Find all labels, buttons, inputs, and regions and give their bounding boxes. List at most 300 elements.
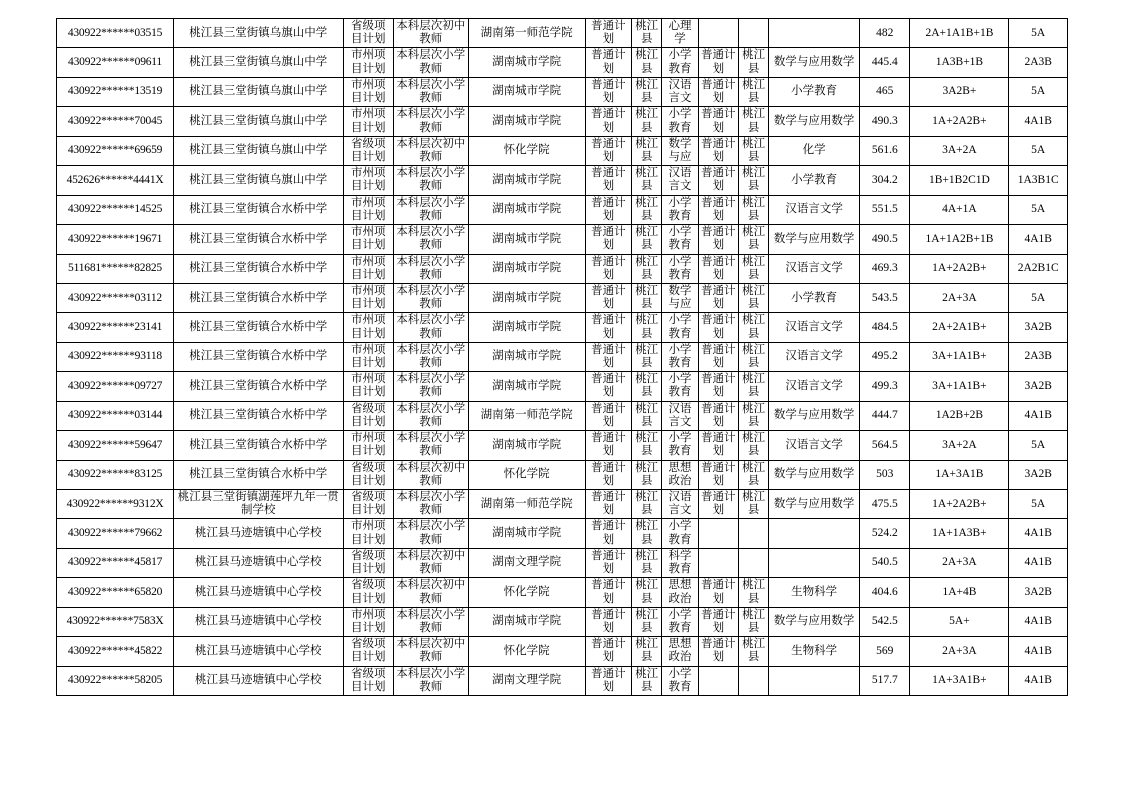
table-row bbox=[57, 107, 1068, 136]
cell-university: 湖南城市学院 bbox=[468, 166, 585, 195]
cell-school: 桃江县三堂街镇合水桥中学 bbox=[174, 460, 344, 489]
cell-score: 524.2 bbox=[860, 519, 910, 548]
cell-county-1: 桃江县 bbox=[632, 342, 662, 371]
cell-university: 湖南城市学院 bbox=[468, 342, 585, 371]
cell-major: 数学与应用数学 bbox=[769, 48, 860, 77]
cell-subject-1: 思想政治 bbox=[662, 460, 698, 489]
cell-level: 本科层次小学教师 bbox=[393, 107, 468, 136]
cell-university: 湖南文理学院 bbox=[468, 548, 585, 577]
cell-level: 本科层次小学教师 bbox=[393, 607, 468, 636]
cell-plan-cat-2 bbox=[698, 548, 738, 577]
cell-plan-cat-1: 普通计划 bbox=[585, 490, 631, 519]
cell-id: 430922******58205 bbox=[57, 666, 174, 695]
cell-score: 404.6 bbox=[860, 578, 910, 607]
cell-level: 本科层次小学教师 bbox=[393, 166, 468, 195]
cell-major: 汉语言文学 bbox=[769, 342, 860, 371]
cell-county-1: 桃江县 bbox=[632, 283, 662, 312]
table-row bbox=[57, 372, 1068, 401]
cell-subject-1: 小学教育 bbox=[662, 607, 698, 636]
cell-id: 430922******13519 bbox=[57, 77, 174, 106]
cell-plan-type: 省级项目计划 bbox=[343, 490, 393, 519]
cell-grade: 5A bbox=[1009, 19, 1068, 48]
cell-county-1: 桃江县 bbox=[632, 578, 662, 607]
cell-county-2 bbox=[738, 19, 768, 48]
cell-plan-type: 市州项目计划 bbox=[343, 283, 393, 312]
cell-county-1: 桃江县 bbox=[632, 107, 662, 136]
cell-plan-cat-2: 普通计划 bbox=[698, 48, 738, 77]
cell-county-1: 桃江县 bbox=[632, 254, 662, 283]
cell-major: 生物科学 bbox=[769, 637, 860, 666]
cell-grade: 5A bbox=[1009, 431, 1068, 460]
cell-score: 469.3 bbox=[860, 254, 910, 283]
cell-school: 桃江县三堂街镇合水桥中学 bbox=[174, 195, 344, 224]
cell-subject-1: 小学教育 bbox=[662, 431, 698, 460]
cell-county-1: 桃江县 bbox=[632, 372, 662, 401]
cell-codes: 2A+2A1B+ bbox=[910, 313, 1009, 342]
cell-major: 化学 bbox=[769, 136, 860, 165]
cell-score: 551.5 bbox=[860, 195, 910, 224]
cell-plan-type: 市州项目计划 bbox=[343, 313, 393, 342]
cell-id: 430922******03112 bbox=[57, 283, 174, 312]
cell-school: 桃江县三堂街镇合水桥中学 bbox=[174, 225, 344, 254]
cell-subject-1: 小学教育 bbox=[662, 48, 698, 77]
cell-school: 桃江县马迹塘镇中心学校 bbox=[174, 548, 344, 577]
cell-major: 数学与应用数学 bbox=[769, 607, 860, 636]
cell-id: 430922******70045 bbox=[57, 107, 174, 136]
cell-plan-cat-2: 普通计划 bbox=[698, 313, 738, 342]
cell-score: 540.5 bbox=[860, 548, 910, 577]
cell-plan-cat-1: 普通计划 bbox=[585, 136, 631, 165]
cell-id: 430922******45822 bbox=[57, 637, 174, 666]
cell-university: 湖南城市学院 bbox=[468, 607, 585, 636]
cell-county-2: 桃江县 bbox=[738, 313, 768, 342]
cell-county-1: 桃江县 bbox=[632, 136, 662, 165]
cell-level: 本科层次初中教师 bbox=[393, 637, 468, 666]
cell-subject-1: 小学教育 bbox=[662, 313, 698, 342]
cell-score: 517.7 bbox=[860, 666, 910, 695]
cell-major: 数学与应用数学 bbox=[769, 460, 860, 489]
cell-id: 430922******83125 bbox=[57, 460, 174, 489]
cell-grade: 5A bbox=[1009, 195, 1068, 224]
cell-level: 本科层次小学教师 bbox=[393, 342, 468, 371]
cell-plan-cat-2: 普通计划 bbox=[698, 225, 738, 254]
cell-plan-cat-2: 普通计划 bbox=[698, 637, 738, 666]
cell-county-1: 桃江县 bbox=[632, 225, 662, 254]
table-row bbox=[57, 283, 1068, 312]
cell-codes: 1A+2A2B+ bbox=[910, 107, 1009, 136]
cell-plan-cat-2: 普通计划 bbox=[698, 107, 738, 136]
cell-plan-cat-1: 普通计划 bbox=[585, 283, 631, 312]
table-row bbox=[57, 548, 1068, 577]
cell-plan-cat-2: 普通计划 bbox=[698, 195, 738, 224]
cell-score: 569 bbox=[860, 637, 910, 666]
cell-plan-type: 省级项目计划 bbox=[343, 578, 393, 607]
cell-subject-1: 小学教育 bbox=[662, 342, 698, 371]
cell-score: 561.6 bbox=[860, 136, 910, 165]
table-row bbox=[57, 578, 1068, 607]
cell-school: 桃江县三堂街镇合水桥中学 bbox=[174, 401, 344, 430]
cell-plan-cat-1: 普通计划 bbox=[585, 548, 631, 577]
cell-plan-cat-2: 普通计划 bbox=[698, 372, 738, 401]
cell-level: 本科层次小学教师 bbox=[393, 195, 468, 224]
cell-id: 430922******93118 bbox=[57, 342, 174, 371]
cell-id: 430922******14525 bbox=[57, 195, 174, 224]
cell-codes: 1A+3A1B+ bbox=[910, 666, 1009, 695]
cell-grade: 4A1B bbox=[1009, 666, 1068, 695]
cell-id: 430922******9312X bbox=[57, 490, 174, 519]
cell-grade: 4A1B bbox=[1009, 225, 1068, 254]
cell-grade: 3A2B bbox=[1009, 313, 1068, 342]
cell-level: 本科层次初中教师 bbox=[393, 460, 468, 489]
cell-grade: 5A bbox=[1009, 283, 1068, 312]
cell-score: 304.2 bbox=[860, 166, 910, 195]
cell-level: 本科层次小学教师 bbox=[393, 225, 468, 254]
cell-level: 本科层次小学教师 bbox=[393, 431, 468, 460]
cell-plan-type: 市州项目计划 bbox=[343, 77, 393, 106]
cell-grade: 2A3B bbox=[1009, 48, 1068, 77]
cell-codes: 1A2B+2B bbox=[910, 401, 1009, 430]
cell-codes: 1A+1A3B+ bbox=[910, 519, 1009, 548]
cell-level: 本科层次小学教师 bbox=[393, 283, 468, 312]
cell-plan-cat-1: 普通计划 bbox=[585, 607, 631, 636]
cell-subject-1: 小学教育 bbox=[662, 107, 698, 136]
cell-grade: 4A1B bbox=[1009, 637, 1068, 666]
cell-major: 数学与应用数学 bbox=[769, 107, 860, 136]
cell-plan-cat-2 bbox=[698, 519, 738, 548]
cell-id: 430922******79662 bbox=[57, 519, 174, 548]
cell-university: 湖南城市学院 bbox=[468, 48, 585, 77]
cell-county-1: 桃江县 bbox=[632, 166, 662, 195]
cell-subject-1: 思想政治 bbox=[662, 578, 698, 607]
cell-grade: 4A1B bbox=[1009, 519, 1068, 548]
cell-plan-type: 省级项目计划 bbox=[343, 666, 393, 695]
cell-grade: 4A1B bbox=[1009, 401, 1068, 430]
cell-major: 汉语言文学 bbox=[769, 431, 860, 460]
cell-score: 484.5 bbox=[860, 313, 910, 342]
cell-codes: 2A+1A1B+1B bbox=[910, 19, 1009, 48]
cell-county-1: 桃江县 bbox=[632, 666, 662, 695]
cell-level: 本科层次小学教师 bbox=[393, 313, 468, 342]
cell-plan-type: 省级项目计划 bbox=[343, 19, 393, 48]
cell-plan-cat-1: 普通计划 bbox=[585, 460, 631, 489]
cell-school: 桃江县三堂街镇合水桥中学 bbox=[174, 283, 344, 312]
cell-plan-cat-2: 普通计划 bbox=[698, 77, 738, 106]
cell-grade: 4A1B bbox=[1009, 107, 1068, 136]
cell-grade: 2A2B1C bbox=[1009, 254, 1068, 283]
table-row bbox=[57, 519, 1068, 548]
cell-id: 430922******19671 bbox=[57, 225, 174, 254]
cell-plan-cat-2: 普通计划 bbox=[698, 431, 738, 460]
table-row bbox=[57, 48, 1068, 77]
cell-grade: 3A2B bbox=[1009, 372, 1068, 401]
cell-major: 数学与应用数学 bbox=[769, 490, 860, 519]
cell-subject-1: 科学教育 bbox=[662, 548, 698, 577]
cell-university: 湖南城市学院 bbox=[468, 107, 585, 136]
table-row bbox=[57, 136, 1068, 165]
cell-plan-type: 市州项目计划 bbox=[343, 166, 393, 195]
cell-plan-type: 市州项目计划 bbox=[343, 195, 393, 224]
cell-plan-cat-2: 普通计划 bbox=[698, 490, 738, 519]
cell-plan-cat-1: 普通计划 bbox=[585, 77, 631, 106]
cell-plan-cat-1: 普通计划 bbox=[585, 48, 631, 77]
table-row bbox=[57, 225, 1068, 254]
cell-plan-type: 省级项目计划 bbox=[343, 637, 393, 666]
cell-county-2: 桃江县 bbox=[738, 578, 768, 607]
cell-major: 小学教育 bbox=[769, 166, 860, 195]
cell-county-2: 桃江县 bbox=[738, 136, 768, 165]
cell-university: 湖南文理学院 bbox=[468, 666, 585, 695]
cell-plan-cat-2: 普通计划 bbox=[698, 401, 738, 430]
cell-level: 本科层次初中教师 bbox=[393, 548, 468, 577]
cell-plan-cat-2 bbox=[698, 19, 738, 48]
table-row bbox=[57, 166, 1068, 195]
cell-id: 430922******45817 bbox=[57, 548, 174, 577]
cell-score: 542.5 bbox=[860, 607, 910, 636]
cell-county-1: 桃江县 bbox=[632, 519, 662, 548]
cell-county-1: 桃江县 bbox=[632, 460, 662, 489]
cell-major: 汉语言文学 bbox=[769, 313, 860, 342]
cell-county-2: 桃江县 bbox=[738, 48, 768, 77]
cell-score: 564.5 bbox=[860, 431, 910, 460]
cell-university: 湖南城市学院 bbox=[468, 372, 585, 401]
cell-level: 本科层次小学教师 bbox=[393, 254, 468, 283]
cell-county-2: 桃江县 bbox=[738, 490, 768, 519]
cell-codes: 3A+2A bbox=[910, 136, 1009, 165]
candidate-table bbox=[56, 18, 1068, 696]
cell-codes: 1B+1B2C1D bbox=[910, 166, 1009, 195]
cell-plan-cat-1: 普通计划 bbox=[585, 313, 631, 342]
cell-plan-cat-2: 普通计划 bbox=[698, 136, 738, 165]
cell-id: 430922******03144 bbox=[57, 401, 174, 430]
cell-plan-type: 省级项目计划 bbox=[343, 548, 393, 577]
cell-id: 452626******4441X bbox=[57, 166, 174, 195]
cell-subject-1: 数学与应 bbox=[662, 283, 698, 312]
cell-plan-type: 市州项目计划 bbox=[343, 372, 393, 401]
cell-plan-type: 省级项目计划 bbox=[343, 401, 393, 430]
cell-county-1: 桃江县 bbox=[632, 313, 662, 342]
cell-codes: 3A2B+ bbox=[910, 77, 1009, 106]
cell-subject-1: 小学教育 bbox=[662, 225, 698, 254]
table-body bbox=[57, 19, 1068, 696]
cell-id: 430922******65820 bbox=[57, 578, 174, 607]
cell-university: 湖南城市学院 bbox=[468, 195, 585, 224]
cell-major: 小学教育 bbox=[769, 77, 860, 106]
cell-score: 482 bbox=[860, 19, 910, 48]
cell-county-1: 桃江县 bbox=[632, 431, 662, 460]
cell-plan-cat-1: 普通计划 bbox=[585, 666, 631, 695]
cell-score: 444.7 bbox=[860, 401, 910, 430]
cell-major: 汉语言文学 bbox=[769, 254, 860, 283]
cell-plan-cat-1: 普通计划 bbox=[585, 107, 631, 136]
cell-subject-1: 小学教育 bbox=[662, 519, 698, 548]
cell-score: 490.5 bbox=[860, 225, 910, 254]
cell-plan-cat-1: 普通计划 bbox=[585, 401, 631, 430]
cell-county-2 bbox=[738, 519, 768, 548]
cell-level: 本科层次初中教师 bbox=[393, 19, 468, 48]
cell-codes: 2A+3A bbox=[910, 637, 1009, 666]
table-row bbox=[57, 401, 1068, 430]
cell-plan-cat-2: 普通计划 bbox=[698, 283, 738, 312]
cell-county-1: 桃江县 bbox=[632, 490, 662, 519]
cell-major bbox=[769, 519, 860, 548]
table-row bbox=[57, 431, 1068, 460]
cell-plan-cat-1: 普通计划 bbox=[585, 431, 631, 460]
cell-school: 桃江县三堂街镇合水桥中学 bbox=[174, 254, 344, 283]
cell-grade: 4A1B bbox=[1009, 607, 1068, 636]
cell-county-1: 桃江县 bbox=[632, 48, 662, 77]
cell-level: 本科层次小学教师 bbox=[393, 372, 468, 401]
cell-county-1: 桃江县 bbox=[632, 548, 662, 577]
cell-university: 湖南城市学院 bbox=[468, 431, 585, 460]
cell-county-1: 桃江县 bbox=[632, 19, 662, 48]
cell-codes: 5A+ bbox=[910, 607, 1009, 636]
cell-level: 本科层次小学教师 bbox=[393, 77, 468, 106]
cell-grade: 2A3B bbox=[1009, 342, 1068, 371]
cell-county-2: 桃江县 bbox=[738, 166, 768, 195]
cell-score: 503 bbox=[860, 460, 910, 489]
cell-plan-type: 省级项目计划 bbox=[343, 460, 393, 489]
cell-subject-1: 汉语言文 bbox=[662, 166, 698, 195]
cell-score: 475.5 bbox=[860, 490, 910, 519]
cell-school: 桃江县三堂街镇乌旗山中学 bbox=[174, 48, 344, 77]
cell-school: 桃江县三堂街镇乌旗山中学 bbox=[174, 166, 344, 195]
cell-score: 543.5 bbox=[860, 283, 910, 312]
cell-level: 本科层次小学教师 bbox=[393, 519, 468, 548]
cell-id: 430922******23141 bbox=[57, 313, 174, 342]
cell-school: 桃江县三堂街镇合水桥中学 bbox=[174, 313, 344, 342]
cell-county-2 bbox=[738, 666, 768, 695]
cell-level: 本科层次小学教师 bbox=[393, 48, 468, 77]
cell-plan-cat-2: 普通计划 bbox=[698, 607, 738, 636]
cell-plan-cat-1: 普通计划 bbox=[585, 254, 631, 283]
cell-subject-1: 汉语言文 bbox=[662, 490, 698, 519]
cell-subject-1: 汉语言文 bbox=[662, 401, 698, 430]
cell-grade: 5A bbox=[1009, 136, 1068, 165]
cell-codes: 3A+1A1B+ bbox=[910, 372, 1009, 401]
cell-grade: 4A1B bbox=[1009, 548, 1068, 577]
table-row bbox=[57, 637, 1068, 666]
table-row bbox=[57, 313, 1068, 342]
cell-county-2 bbox=[738, 548, 768, 577]
cell-major: 生物科学 bbox=[769, 578, 860, 607]
table-row bbox=[57, 490, 1068, 519]
cell-county-2: 桃江县 bbox=[738, 195, 768, 224]
cell-county-2: 桃江县 bbox=[738, 607, 768, 636]
cell-plan-type: 市州项目计划 bbox=[343, 607, 393, 636]
cell-plan-cat-2: 普通计划 bbox=[698, 342, 738, 371]
cell-major bbox=[769, 666, 860, 695]
cell-university: 湖南城市学院 bbox=[468, 77, 585, 106]
cell-level: 本科层次小学教师 bbox=[393, 666, 468, 695]
cell-plan-type: 省级项目计划 bbox=[343, 136, 393, 165]
cell-school: 桃江县马迹塘镇中心学校 bbox=[174, 637, 344, 666]
cell-school: 桃江县三堂街镇乌旗山中学 bbox=[174, 19, 344, 48]
cell-subject-1: 小学教育 bbox=[662, 372, 698, 401]
cell-university: 湖南城市学院 bbox=[468, 254, 585, 283]
cell-school: 桃江县三堂街镇乌旗山中学 bbox=[174, 107, 344, 136]
cell-id: 430922******69659 bbox=[57, 136, 174, 165]
cell-grade: 5A bbox=[1009, 77, 1068, 106]
cell-id: 430922******7583X bbox=[57, 607, 174, 636]
cell-university: 湖南城市学院 bbox=[468, 519, 585, 548]
cell-major bbox=[769, 548, 860, 577]
cell-plan-cat-1: 普通计划 bbox=[585, 372, 631, 401]
cell-school: 桃江县马迹塘镇中心学校 bbox=[174, 666, 344, 695]
cell-school: 桃江县马迹塘镇中心学校 bbox=[174, 578, 344, 607]
cell-school: 桃江县三堂街镇合水桥中学 bbox=[174, 342, 344, 371]
cell-plan-cat-1: 普通计划 bbox=[585, 578, 631, 607]
cell-university: 怀化学院 bbox=[468, 460, 585, 489]
table-row bbox=[57, 77, 1068, 106]
cell-plan-type: 市州项目计划 bbox=[343, 342, 393, 371]
cell-county-2: 桃江县 bbox=[738, 431, 768, 460]
cell-subject-1: 思想政治 bbox=[662, 637, 698, 666]
cell-county-2: 桃江县 bbox=[738, 342, 768, 371]
cell-school: 桃江县三堂街镇乌旗山中学 bbox=[174, 77, 344, 106]
cell-score: 465 bbox=[860, 77, 910, 106]
cell-codes: 1A+2A2B+ bbox=[910, 254, 1009, 283]
cell-county-2: 桃江县 bbox=[738, 254, 768, 283]
cell-university: 湖南城市学院 bbox=[468, 283, 585, 312]
cell-university: 湖南城市学院 bbox=[468, 313, 585, 342]
cell-codes: 1A+4B bbox=[910, 578, 1009, 607]
table-row bbox=[57, 19, 1068, 48]
table-row bbox=[57, 607, 1068, 636]
cell-score: 490.3 bbox=[860, 107, 910, 136]
cell-major: 小学教育 bbox=[769, 283, 860, 312]
cell-plan-cat-1: 普通计划 bbox=[585, 637, 631, 666]
table-row bbox=[57, 666, 1068, 695]
cell-county-1: 桃江县 bbox=[632, 607, 662, 636]
cell-codes: 2A+3A bbox=[910, 283, 1009, 312]
cell-school: 桃江县马迹塘镇中心学校 bbox=[174, 607, 344, 636]
cell-subject-1: 小学教育 bbox=[662, 254, 698, 283]
cell-county-1: 桃江县 bbox=[632, 77, 662, 106]
cell-plan-cat-2: 普通计划 bbox=[698, 166, 738, 195]
table-row bbox=[57, 460, 1068, 489]
cell-codes: 2A+3A bbox=[910, 548, 1009, 577]
table-row bbox=[57, 195, 1068, 224]
table-row bbox=[57, 342, 1068, 371]
cell-plan-cat-1: 普通计划 bbox=[585, 166, 631, 195]
cell-subject-1: 汉语言文 bbox=[662, 77, 698, 106]
cell-university: 湖南第一师范学院 bbox=[468, 490, 585, 519]
cell-university: 怀化学院 bbox=[468, 578, 585, 607]
cell-codes: 1A+3A1B bbox=[910, 460, 1009, 489]
cell-id: 430922******03515 bbox=[57, 19, 174, 48]
cell-county-2: 桃江县 bbox=[738, 372, 768, 401]
cell-plan-cat-1: 普通计划 bbox=[585, 225, 631, 254]
cell-school: 桃江县马迹塘镇中心学校 bbox=[174, 519, 344, 548]
cell-codes: 1A3B+1B bbox=[910, 48, 1009, 77]
cell-score: 445.4 bbox=[860, 48, 910, 77]
cell-county-1: 桃江县 bbox=[632, 195, 662, 224]
cell-grade: 1A3B1C bbox=[1009, 166, 1068, 195]
cell-plan-cat-2: 普通计划 bbox=[698, 578, 738, 607]
cell-score: 499.3 bbox=[860, 372, 910, 401]
cell-county-2: 桃江县 bbox=[738, 637, 768, 666]
table-row bbox=[57, 254, 1068, 283]
cell-plan-type: 市州项目计划 bbox=[343, 519, 393, 548]
cell-plan-type: 市州项目计划 bbox=[343, 431, 393, 460]
cell-plan-type: 市州项目计划 bbox=[343, 254, 393, 283]
cell-plan-cat-1: 普通计划 bbox=[585, 195, 631, 224]
cell-school: 桃江县三堂街镇合水桥中学 bbox=[174, 431, 344, 460]
cell-codes: 1A+2A2B+ bbox=[910, 490, 1009, 519]
cell-plan-cat-1: 普通计划 bbox=[585, 519, 631, 548]
cell-plan-cat-1: 普通计划 bbox=[585, 19, 631, 48]
cell-university: 怀化学院 bbox=[468, 136, 585, 165]
